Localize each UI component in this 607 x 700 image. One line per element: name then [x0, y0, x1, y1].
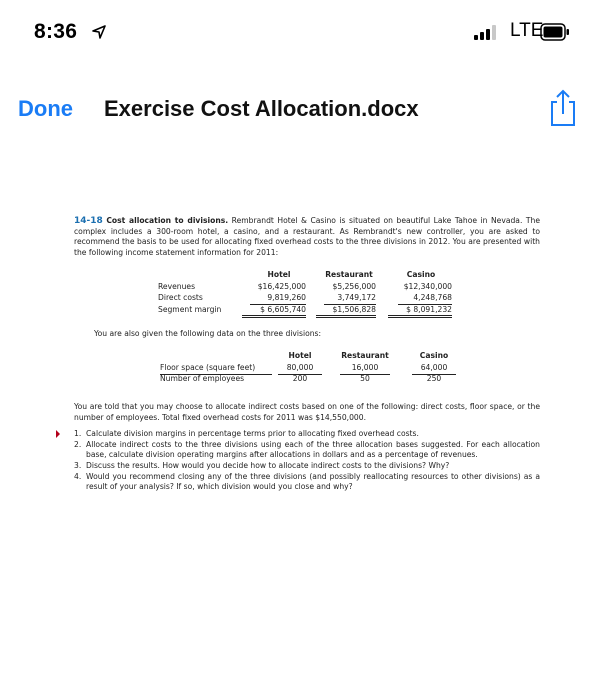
cellular-signal-icon [474, 24, 502, 40]
exercise-number: 14-18 [74, 216, 103, 226]
table-row [160, 363, 480, 375]
status-time: 8:36 [34, 20, 78, 43]
battery-icon [540, 23, 570, 41]
list-item [74, 461, 540, 472]
table-cell: 64,000 [412, 363, 456, 375]
allocation-options-paragraph: You are told that you may choose to allocate indirect costs based on one of the following: direct costs, floor space, or the number of employees. Total fixed overhead costs for 2011 was $14,550,000. [74, 401, 540, 422]
location-arrow-icon [92, 25, 106, 39]
row-label: Revenues [158, 281, 196, 291]
list-item-text: Calculate division margins in percentage terms prior to allocating fixed overhead costs. [86, 429, 419, 439]
document-content [74, 216, 540, 493]
row-label: Floor space (square feet) [160, 363, 272, 375]
table-header-row [160, 351, 480, 363]
list-item-text: Would you recommend closing any of the three divisions (and possibly reallocating resources to other divisions) as a result of your analysis? If so, which division would you close and why? [86, 471, 540, 492]
list-item-number: 2. [74, 439, 82, 449]
intro-text: Rembrandt Hotel & Casino is situated on beautiful Lake Tahoe in Nevada. The complex includes a 300-room hotel, a casino, and a restaurant. As Rembrandt's new controller, you are asked to recommend the basis to be used for allocating fixed overhead costs to the three divisions in 2012. You are presented with the following income statement information for 2011: [74, 216, 541, 257]
table-cell: 4,248,768 [398, 293, 452, 305]
table-row [158, 305, 478, 319]
table-cell: 3,749,172 [324, 293, 376, 305]
table-cell: $ 8,091,232 [388, 305, 452, 319]
table-cell: 200 [292, 374, 308, 384]
table-row [160, 374, 480, 386]
list-item [74, 440, 540, 461]
table-cell: $12,340,000 [403, 281, 452, 291]
cursor-marker-icon [56, 430, 60, 438]
row-label: Segment margin [158, 304, 222, 314]
intro-paragraph [74, 216, 540, 258]
column-header: Restaurant [341, 351, 389, 361]
share-icon[interactable] [548, 88, 578, 128]
table-cell: $16,425,000 [257, 281, 306, 291]
column-header: Hotel [267, 270, 291, 280]
requirements-list [74, 429, 540, 493]
table-row [158, 293, 478, 305]
column-header: Restaurant [325, 270, 373, 280]
exercise-title: Cost allocation to divisions. [106, 216, 229, 225]
row-label: Number of employees [160, 374, 245, 384]
income-statement-table [158, 270, 478, 319]
document-title: Exercise Cost Allocation.docx [104, 96, 419, 121]
row-label: Direct costs [158, 293, 203, 303]
table-cell: 16,000 [340, 363, 390, 375]
navigation-bar [0, 78, 607, 142]
table-header-row [158, 270, 478, 282]
list-item-text: Discuss the results. How would you decide how to allocate indirect costs to the divisions? Why? [86, 460, 450, 470]
table-row [158, 282, 478, 294]
list-item-number: 1. [74, 429, 82, 439]
table-cell: 80,000 [278, 363, 322, 375]
document-page[interactable] [0, 176, 607, 700]
column-header: Casino [419, 351, 449, 361]
table-cell: 250 [426, 374, 442, 384]
done-button[interactable]: Done [18, 96, 73, 121]
table-cell: 50 [360, 374, 370, 384]
list-item-number: 3. [74, 460, 82, 470]
table-cell: $5,256,000 [332, 281, 376, 291]
status-bar [0, 0, 607, 60]
list-item-number: 4. [74, 471, 82, 481]
divisions-data-table [160, 351, 480, 386]
list-item [74, 429, 540, 440]
carrier-label: LTE [510, 20, 544, 41]
divisions-intro-text: You are also given the following data on the three divisions: [94, 328, 322, 338]
table-cell: 9,819,260 [250, 293, 306, 305]
table-cell: $1,506,828 [316, 305, 376, 319]
list-item [74, 472, 540, 493]
column-header: Casino [406, 270, 436, 280]
column-header: Hotel [288, 351, 312, 361]
list-item-text: Allocate indirect costs to the three divisions using each of the three allocation bases suggested. For each allocation base, calculate division operating margins after allocations in dollars and as a percentage of revenues. [86, 439, 540, 460]
table-cell: $ 6,605,740 [242, 305, 306, 319]
